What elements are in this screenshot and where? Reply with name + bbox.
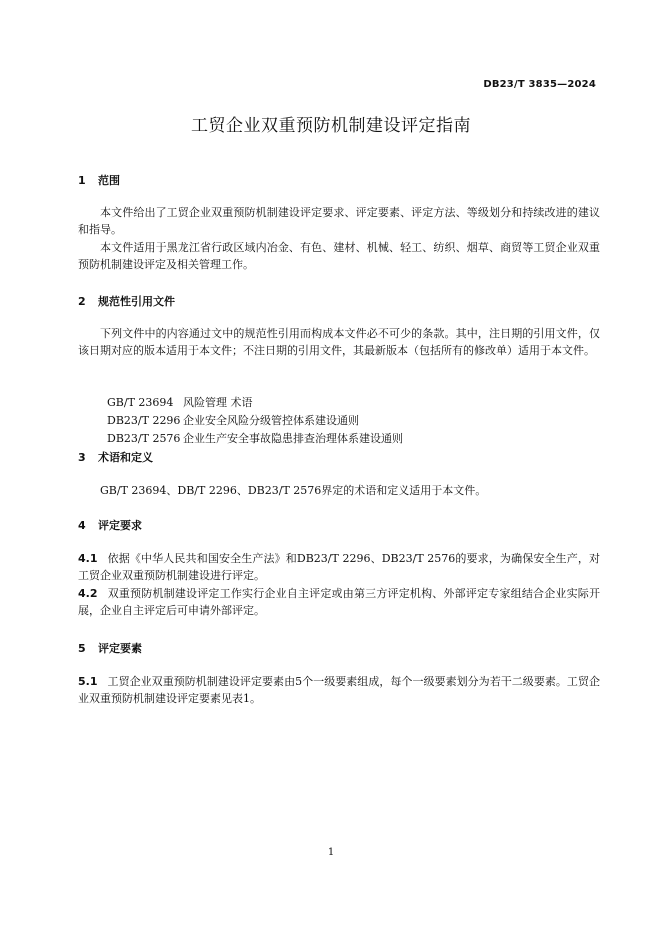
reference-code: DB23/T 2576 (107, 432, 181, 445)
section-title: 术语和定义 (98, 451, 153, 464)
page-number: 1 (327, 847, 335, 858)
section-number: 4 (78, 519, 86, 532)
document-title: 工贸企业双重预防机制建设评定指南 (191, 116, 471, 136)
section-1-paragraph-1: 本文件给出了工贸企业双重预防机制建设评定要求、评定要素、评定方法、等级划分和持续改进的建议和指导。 (78, 206, 600, 236)
section-1-paragraph-2: 本文件适用于黑龙江省行政区域内冶金、有色、建材、机械、轻工、纺织、烟草、商贸等工贸企业双重预防机制建设评定及相关管理工作。 (78, 241, 600, 271)
clause-4-1 (78, 550, 600, 584)
section-2-heading (78, 293, 175, 309)
clause-4-2 (78, 585, 600, 619)
clause-5-1 (78, 673, 600, 707)
section-5-heading (78, 640, 142, 656)
section-title: 评定要求 (98, 519, 142, 532)
reference-code: DB23/T 2296 (107, 414, 181, 427)
section-2-paragraph-1: 下列文件中的内容通过文中的规范性引用而构成本文件必不可少的条款。其中，注日期的引用文件，仅该日期对应的版本适用于本文件；不注日期的引用文件，其最新版本（包括所有的修改单）适用于本文件。 (78, 327, 600, 357)
section-3-heading (78, 449, 153, 465)
section-number: 3 (78, 451, 86, 464)
section-title: 范围 (98, 174, 120, 187)
clause-number: 4.1 (78, 552, 98, 565)
section-number: 5 (78, 642, 86, 655)
reference-title: 企业安全风险分级管控体系建设通则 (183, 414, 359, 427)
section-number: 1 (78, 174, 86, 187)
section-3-paragraph-1: GB/T 23694、DB/T 2296、DB23/T 2576界定的术语和定义适用于本文件。 (100, 484, 487, 497)
clause-number: 4.2 (78, 587, 98, 600)
clause-number: 5.1 (78, 675, 98, 688)
section-title: 规范性引用文件 (98, 295, 175, 308)
section-4-heading (78, 517, 142, 533)
clause-text: 依据《中华人民共和国安全生产法》和DB23/T 2296、DB23/T 2576的要求，为确保安全生产，对工贸企业双重预防机制建设进行评定。 (78, 552, 600, 582)
section-title: 评定要素 (98, 642, 142, 655)
reference-code: GB/T 23694 (107, 396, 174, 409)
reference-title: 企业生产安全事故隐患排查治理体系建设通则 (183, 432, 403, 445)
clause-text: 双重预防机制建设评定工作实行企业自主评定或由第三方评定机构、外部评定专家组结合企业实际开展，企业自主评定后可申请外部评定。 (78, 587, 600, 617)
section-1-heading (78, 172, 120, 188)
reference-title: 风险管理 术语 (183, 396, 253, 409)
standard-number: DB23/T 3835—2024 (483, 79, 596, 90)
reference-item (100, 413, 403, 447)
section-number: 2 (78, 295, 86, 308)
clause-text: 工贸企业双重预防机制建设评定要素由5个一级要素组成，每个一级要素划分为若干二级要素。工贸企业双重预防机制建设评定要素见表1。 (78, 675, 600, 705)
